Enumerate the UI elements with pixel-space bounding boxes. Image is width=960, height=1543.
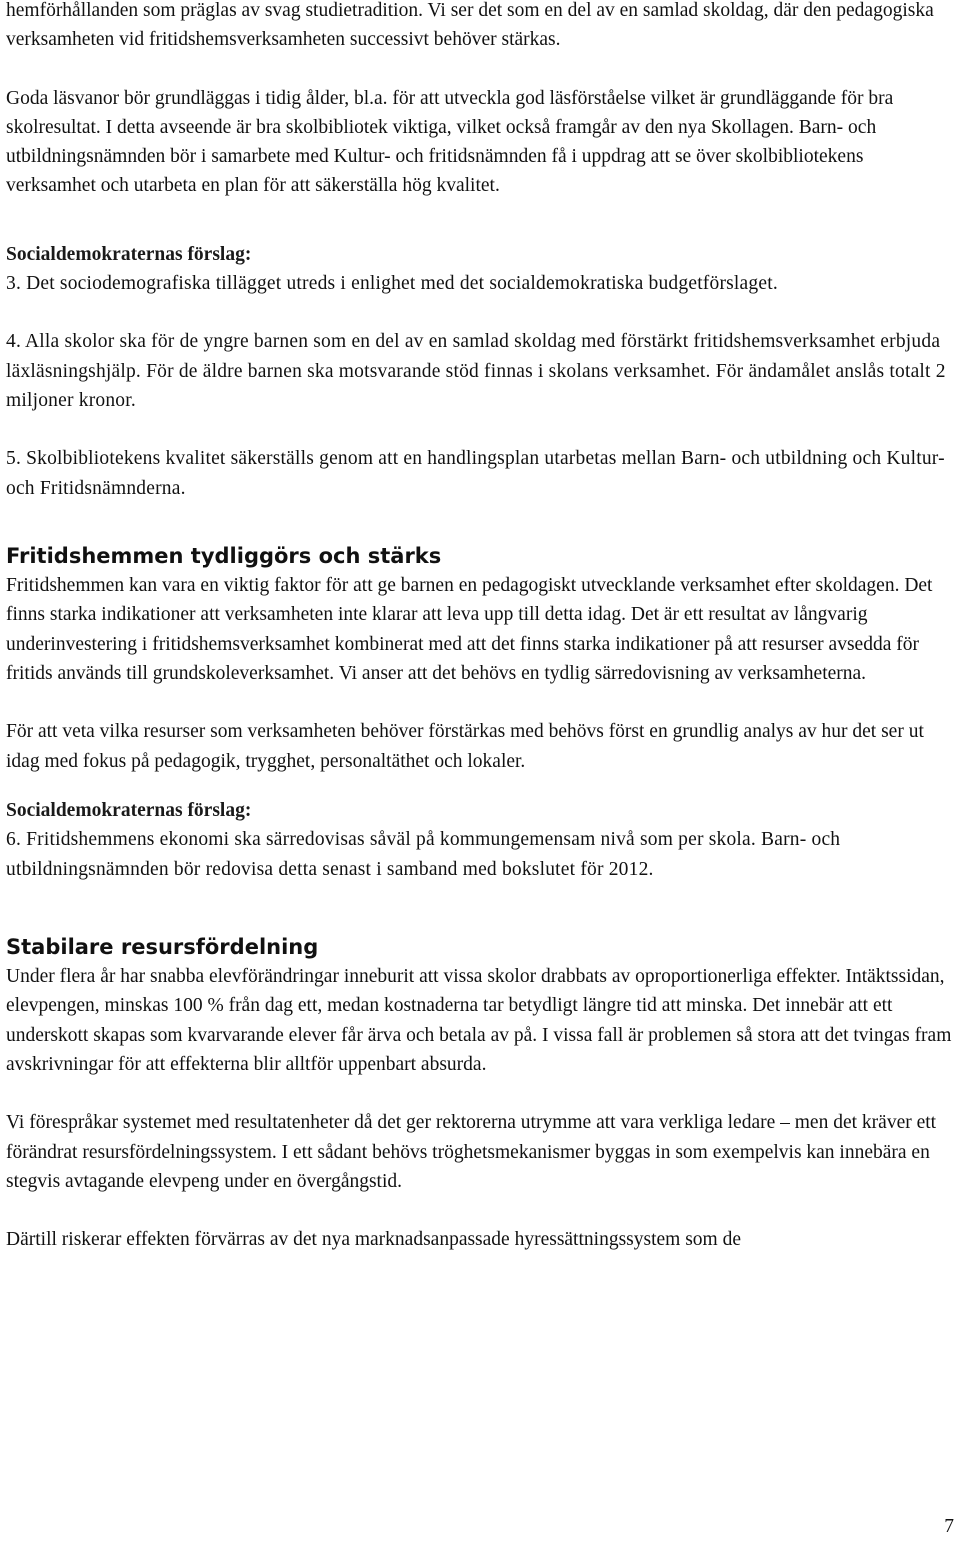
paragraph-analysis: För att veta vilka resurser som verksamheten behöver förstärkas med behövs först en grundlig analys av hur det ser ut idag med fokus på pedagogik, trygghet, personaltäthet och lokaler. [6,721,924,772]
proposal-3: 3. Det sociodemografiska tillägget utreds i enlighet med det socialdemokratiska budgetförslaget. [6,273,778,295]
section-heading-resursfordelning: Stabilare resursfördelning [6,934,319,959]
document-page [6,0,956,1255]
page-number: 7 [944,1516,954,1537]
paragraph-fritidshemmen: Fritidshemmen kan vara en viktig faktor för att ge barnen en pedagogiskt utvecklande verksamhet efter skoldagen. Det finns starka indikationer att verksamheten inte klarar att leva upp till detta idag. Det är ett resultat av långvarig underinvestering i fritidshemsverksamhet kombinerat med att det finns starka indikationer på att resurser avsedda för fritids används till grundskoleverksamhet. Vi anser att det behövs en tydlig särredovisning av verksamheterna. [6,575,933,685]
paragraph-intro-continued: hemförhållanden som präglas av svag studietradition. Vi ser det som en del av en samlad skoldag, där den pedagogiska verksamheten vid fritidshemsverksamheten successivt behöver stärkas. [6,0,934,51]
section-heading-fritidshemmen: Fritidshemmen tydliggörs och stärks [6,543,442,568]
paragraph-result-units: Vi förespråkar systemet med resultatenheter då det ger rektorerna utrymme att vara verkliga ledare – men det kräver ett förändrat resursfördelningssystem. I ett sådant behövs tröghetsmekanismer byggas in som exempelvis kan innebära en stegvis avtagande elevpeng under en övergångstid. [6,1112,937,1192]
proposal-6: 6. Fritidshemmens ekonomi ska särredovisas såväl på kommungemensam nivå som per skola. Barn- och utbildningsnämnden bör redovisa detta senast i samband med bokslutet för 2012. [6,829,841,880]
proposal-label: Socialdemokraternas förslag: [6,243,252,265]
proposal-label: Socialdemokraternas förslag: [6,799,252,821]
proposal-4: 4. Alla skolor ska för de yngre barnen som en del av en samlad skoldag med förstärkt fritidshemsverksamhet erbjuda läxläsningshjälp. För de äldre barnen ska motsvarande stöd finnas i skolans verksamhet. För ändamålet anslås totalt 2 miljoner kronor. [6,331,946,411]
proposal-5: 5. Skolbibliotekens kvalitet säkerställs genom att en handlingsplan utarbetas mellan Barn- och utbildning och Kultur- och Fritidsnämnderna. [6,448,945,499]
paragraph-student-changes: Under flera år har snabba elevförändringar inneburit att vissa skolor drabbats av oproportionerliga effekter. Intäktssidan, elevpengen, minskas 100 % från dag ett, medan kostnaderna tar betydligt längre tid att minska. Det innebär att ett underskott skapas som kvarvarande elever får ärva och betala av på. I vissa fall är problemen så stora att det tvingas fram avskrivningar för att effekterna blir alltför uppenbart absurda. [6,966,952,1076]
paragraph-reading-habits: Goda läsvanor bör grundläggas i tidig ålder, bl.a. för att utveckla god läsförståelse vilket är grundläggande för bra skolresultat. I detta avseende är bra skolbibliotek viktiga, vilket också framgår av den nya Skollagen. Barn- och utbildningsnämnden bör i samarbete med Kultur- och fritidsnämnden få i uppdrag att se över skolbibliotekens verksamhet och utarbeta en plan för att säkerställa hög kvalitet. [6,87,894,197]
paragraph-rent-system: Därtill riskerar effekten förvärras av det nya marknadsanpassade hyressättningssystem som de [6,1229,741,1251]
